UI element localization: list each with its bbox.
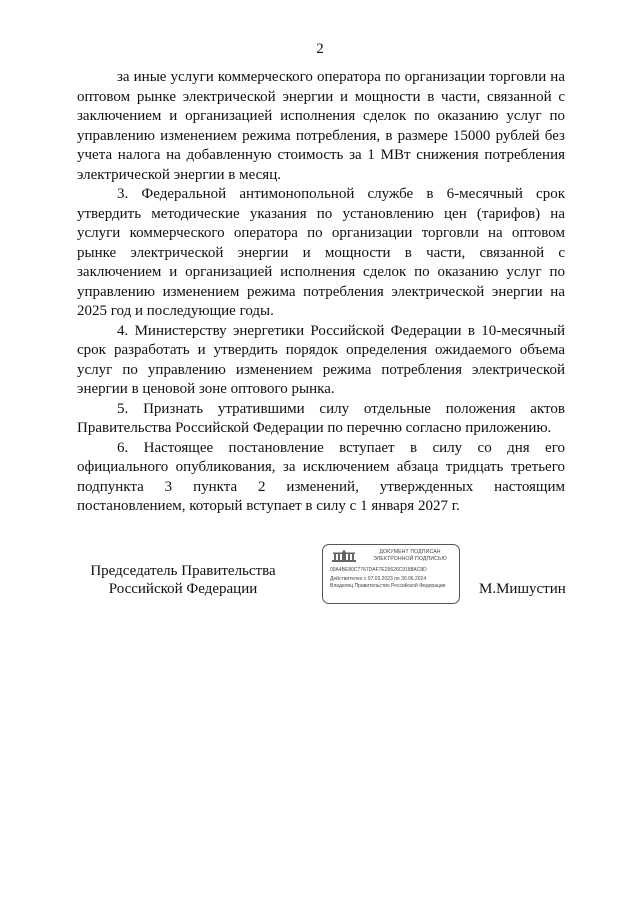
signer-title-line-1: Председатель Правительства xyxy=(90,563,276,579)
government-emblem-icon xyxy=(331,549,357,563)
stamp-heading xyxy=(363,549,457,562)
paragraph-item-3: 3. Федеральной антимонопольной службе в 6-месячный срок утвердить методические указания по установлению цен (тарифов) на услуги коммерческого оператора по организации торговли на оптовом рынке электрической энергии и мощности в части, связанной с заключением и организацией исполнения сделок по оказанию услуг по управлению изменением режима потребления электрической энергии на 2025 год и последующие годы. xyxy=(77,186,565,319)
paragraph-continuation: за иные услуги коммерческого оператора по организации торговли на оптовом рынке электрической энергии и мощности в части, связанной с заключением и организацией исполнения сделок по оказанию услуг по управлению изменением режима потребления, в размере 15000 рублей без учета налога на добавленную стоимость за 1 МВт снижения потребления электрической энергии в месяц. xyxy=(77,69,565,183)
electronic-signature-stamp xyxy=(322,544,460,604)
stamp-owner: Владелец Правительство Российской Федерации xyxy=(330,583,446,589)
paragraph-item-5: 5. Признать утратившими силу отдельные положения актов Правительства Российской Федерации по перечню согласно приложению. xyxy=(77,400,565,436)
stamp-heading-line-1: ДОКУМЕНТ ПОДПИСАН xyxy=(379,549,441,555)
paragraph-item-6: 6. Настоящее постановление вступает в силу со дня его официального опубликования, за исключением абзаца тридцать третьего подпункта 3 пункта 2 изменений, утвержденных настоящим постановлением, который вступает в силу с 1 января 2027 г. xyxy=(77,439,565,514)
stamp-certificate: 00A4BE80C7767DAF7E29626C9188AC8D xyxy=(330,567,427,573)
signer-title xyxy=(78,562,288,598)
page-number: 2 xyxy=(316,41,324,57)
stamp-heading-line-2: ЭЛЕКТРОННОЙ ПОДПИСЬЮ xyxy=(373,555,447,562)
stamp-validity: Действителен с 07.03.2023 по 30.06.2024 xyxy=(330,576,427,582)
signature-block xyxy=(0,544,640,614)
paragraph-item-4: 4. Министерству энергетики Российской Федерации в 10-месячный срок разработать и утвердить порядок определения ожидаемого объема услуг по управлению изменением режима потребления электрической энергии в ценовой зоне оптового рынка. xyxy=(77,322,565,397)
document-body xyxy=(77,68,565,517)
signer-title-line-2: Российской Федерации xyxy=(108,581,258,597)
signer-name: М.Мишустин xyxy=(479,581,566,597)
